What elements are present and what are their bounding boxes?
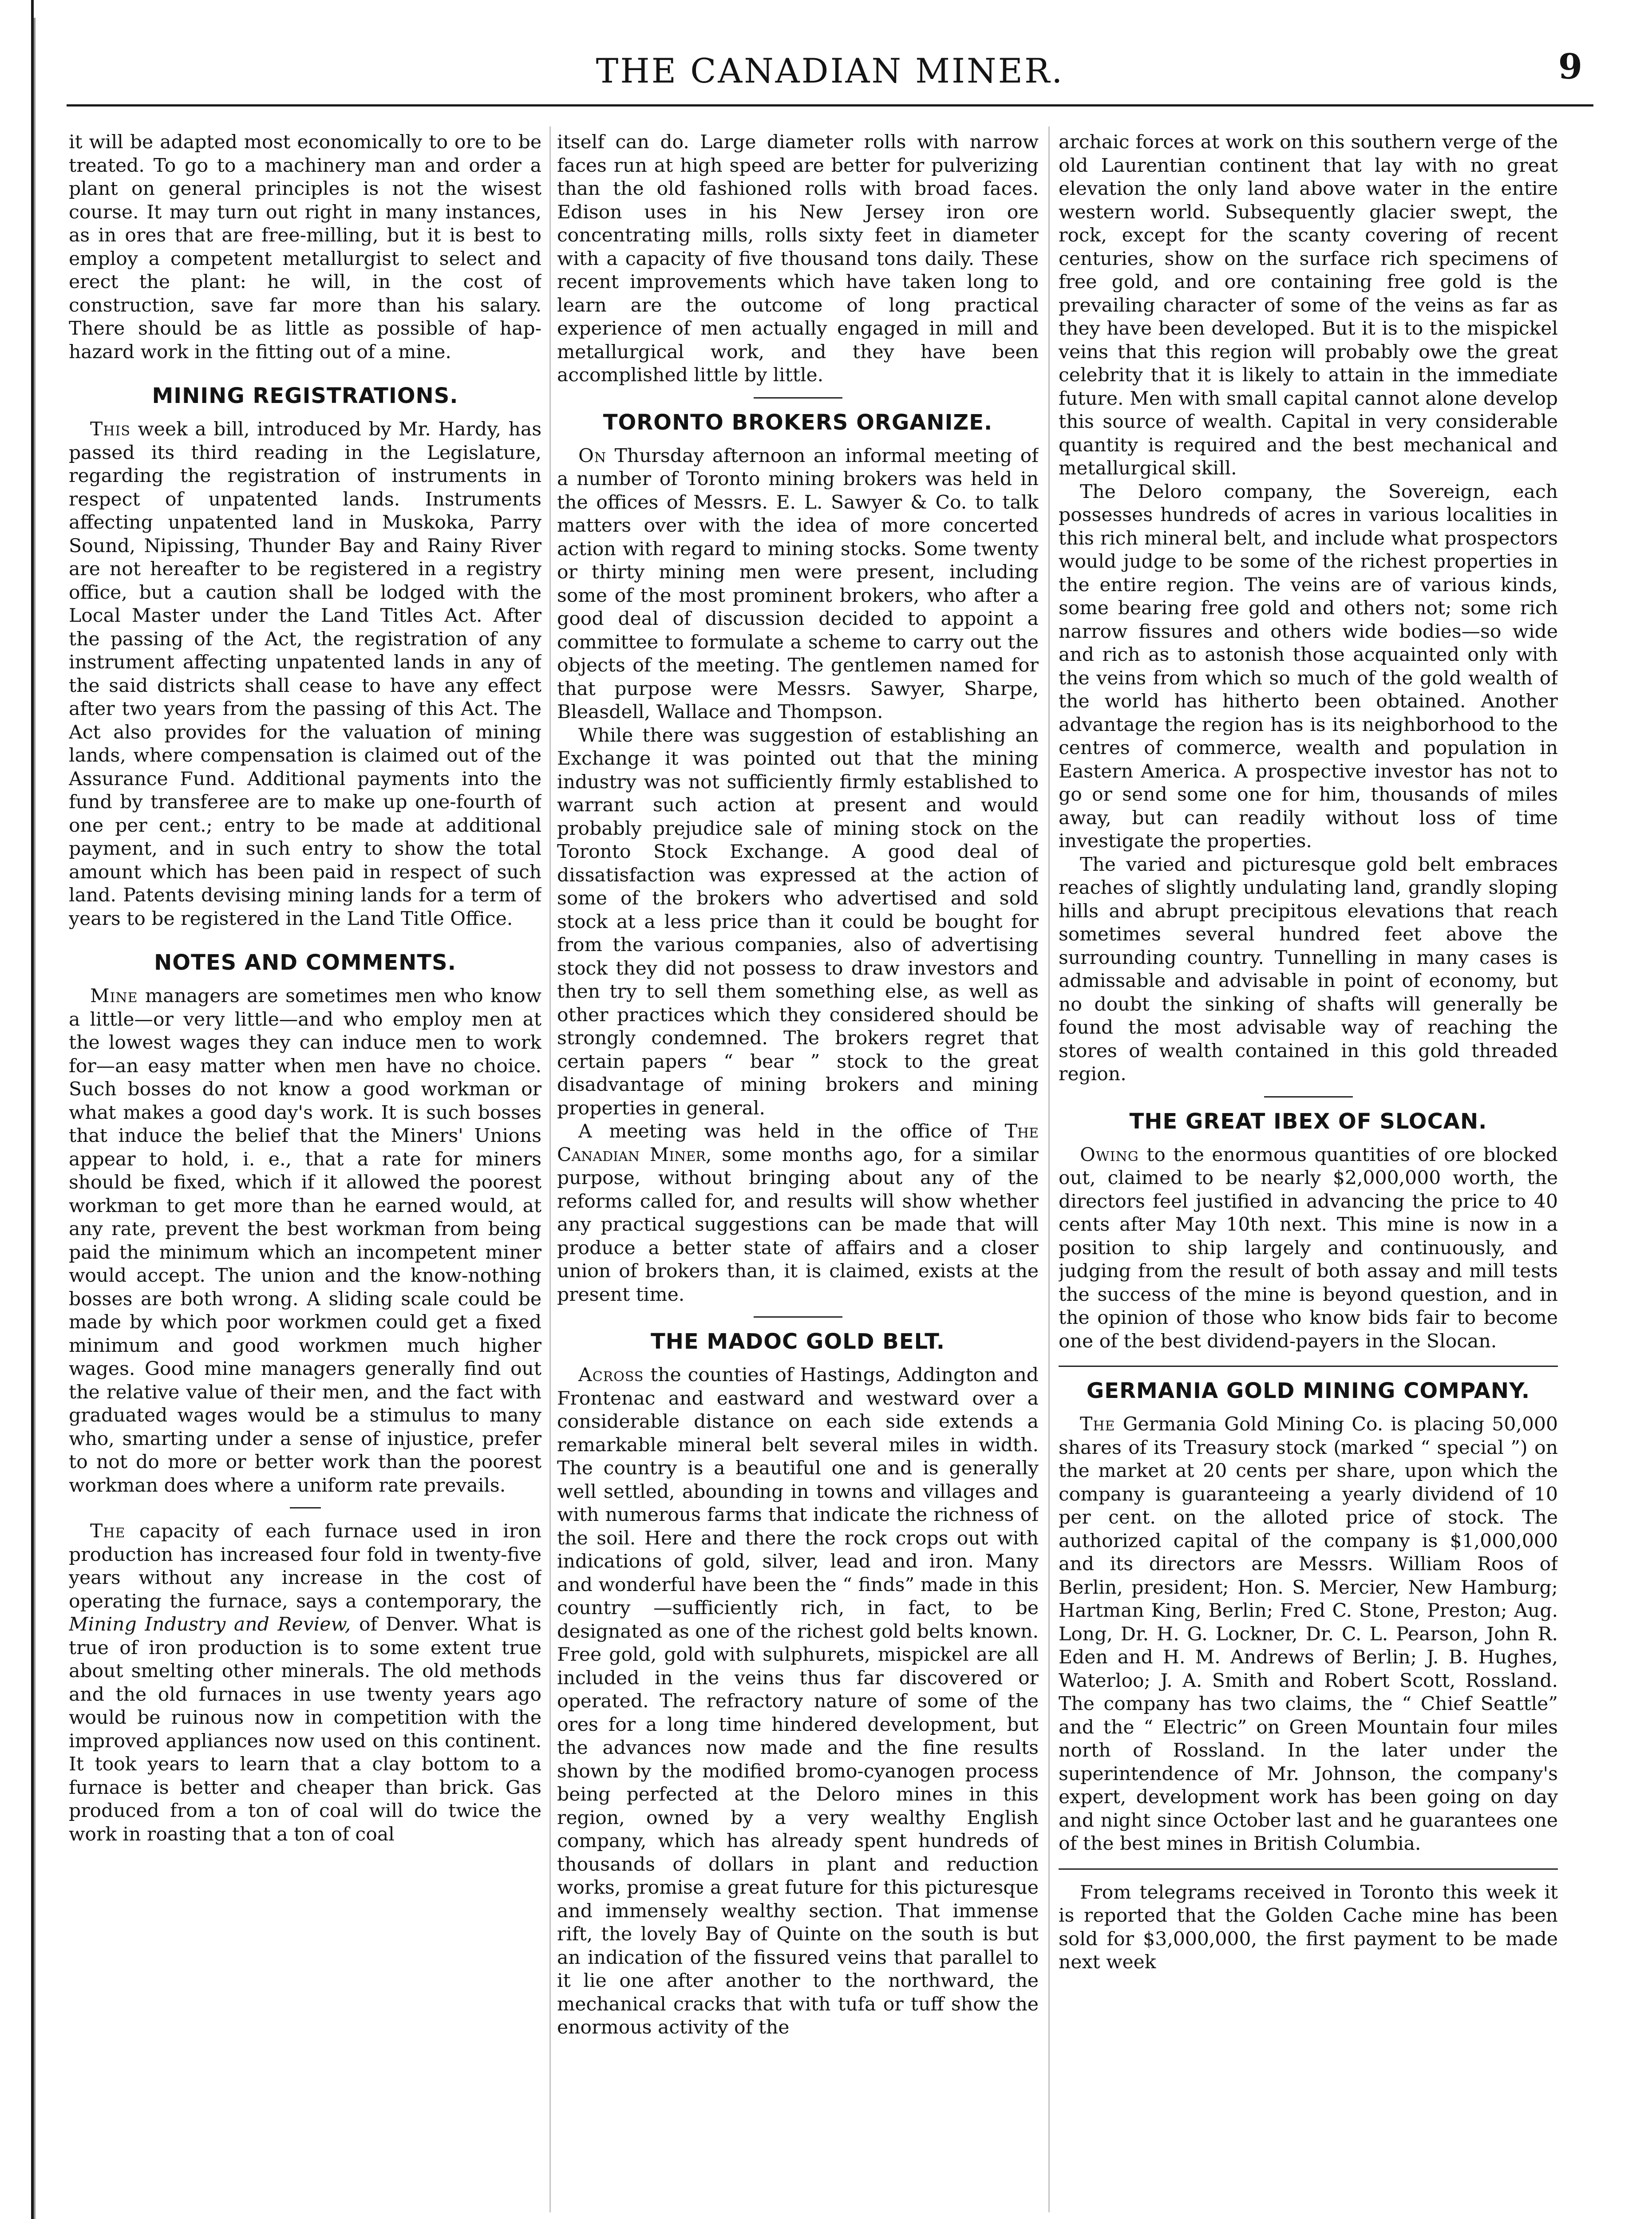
headline-toronto-brokers: TORONTO BROKERS ORGANIZE. xyxy=(603,410,993,435)
column-3 xyxy=(1059,131,1558,2219)
paragraph-text: , some months ago, for a similar purpose, without bringing about any of the reforms called for, and results will show whether any practical suggestions can be made that will produce a better state of affairs and a closer union of brokers than, it is claimed, exists at the present time. xyxy=(557,1144,1039,1306)
page-number: 9 xyxy=(1558,47,1582,87)
lead-word: The xyxy=(90,1520,126,1542)
newspaper-name: The Canadian Miner xyxy=(557,1121,1039,1166)
headline-madoc-gold-belt: THE MADOC GOLD BELT. xyxy=(651,1329,945,1354)
column-divider-1 xyxy=(549,126,551,2212)
paragraph-registrations xyxy=(69,418,541,931)
paragraph-golden-cache: From telegrams received in Toronto this week it is reported that the Golden Cache mine has been sold for $3,000,000, the first payment to be made next week xyxy=(1059,1881,1558,1973)
lead-word: On xyxy=(578,445,607,467)
paragraph-text: the counties of Hastings, Addington and Frontenac and eastward and westward over a considerable distance on each side extends a remarkable mineral belt several miles in width. The country is a beautiful one and is generally well settled, abounding in towns and villages and with numerous farms that indicate the richness of the soil. Here and there the rock crops out with indications of gold, silver, lead and iron. Many and wonderful have been the “ finds” made in this country —sufficiently rich, in fact, to be designated as one of the richest gold belts known. Free gold, gold with sulphurets, mispickel are all included in the veins thus far discovered or operated. The refractory nature of some of the ores for a long time hindered development, but the advances now made and the fine results shown by the modified bromo-cyanogen process being perfected at the Deloro mines in this region, owned by a very wealthy English company, which has already spent hundreds of thousands of dollars in plant and reduction works, promise a great future for this picturesque and immensely wealthy section. That immense rift, the lovely Bay of Quinte on the south is but an indication of the fissured veins that parallel to it lie one after another to the northward, the mechanical cracks that with tufa or tuff show the enormous activity of the xyxy=(557,1364,1039,2038)
paragraph-brokers-exchange: While there was suggestion of establishing an Exchange it was pointed out that the mining industry was not sufficiently firmly established to warrant such action at present and would probably prejudice sale of mining stock on the Toronto Stock Exchange. A good deal of dissatisfaction was expressed at the action of some of the brokers who advertised and sold stock at a less price than it could be bought for from the various companies, also of advertising stock they did not possess to draw investors and then try to sell them something else, as well as other practices which they considered should be strongly condemned. The brokers regret that certain papers “ bear ” stock to the great disadvantage of mining brokers and mining properties in general. xyxy=(557,724,1039,1119)
page-left-shadow xyxy=(34,18,36,2219)
paragraph-deloro-company: The Deloro company, the Sovereign, each possesses hundreds of acres in various localities in this rich mineral belt, and include what prospectors would judge to be some of the richest properties in the entire region. The veins are of various kinds, some bearing free gold and others not; some rich narrow fissures and others wide bodies—so wide and rich as to astonish those acquainted only with the veins from which so much of the gold wealth of the world has hitherto been obtained. Another advantage the region has is its neighborhood to the centres of commerce, wealth and population in Eastern America. A prospective investor has not to go or send some one for him, thousands of miles away, but can readily without loss of time investigate the properties. xyxy=(1059,481,1558,852)
paragraph-text: managers are sometimes men who know a little—or very little—and who employ men at the lowest wages they can induce men to work for—an easy matter when men have no choice. Such bosses do not know a good workman or what makes a good day's work. It is such bosses that induce the belief that the Miners' Unions appear to hold, i. e., that a rate for miners should be fixed, which if it allowed the poorest workman to get more than he earned would, at any rate, prevent the best workman from being paid the minimum which an incompetent miner would accept. The union and the know-nothing bosses are both wrong. A sliding scale could be made by which poor workmen could get a fixed minimum and good workmen much higher wages. Good mine managers generally find out the relative value of their men, and the fact with graduated wages would be a stimulus to many who, smarting under a sense of injustice, prefer to not do more or better work than the poorest workman does where a uniform rate prevails. xyxy=(69,985,541,1496)
paragraph-furnace-capacity xyxy=(69,1520,541,1846)
paragraph-brokers-meeting xyxy=(557,445,1039,724)
paragraph-text: to the enormous quantities of ore blocked out, claimed to be nearly $2,000,000 worth, the directors feel justified in advancing the price to 40 cents after May 10th next. This mine is now in a position to ship largely and continuously, and judging from the result of both assay and mill tests the success of the mine is beyond question, and in the opinion of those who know bids fair to become one of the best dividend-payers in the Slocan. xyxy=(1059,1144,1558,1352)
section-separator xyxy=(1059,1868,1558,1870)
lead-word: Mine xyxy=(90,985,138,1007)
paragraph-text: Germania Gold Mining Co. is placing 50,000 shares of its Treasury stock (marked “ special ”) on the market at 20 cents per share, upon which the company is guaranteeing a yearly dividend of 10 per cent. on the alloted price of stock. The authorized capital of the company is $1,000,000 and its directors are Messrs. William Roos of Berlin, president; Hon. S. Mercier, New Hamburg; Hartman King, Berlin; Fred C. Stone, Preston; Aug. Long, Dr. H. G. Lockner, Dr. C. L. Pearson, John R. Eden and H. M. Andrews of Berlin; J. B. Hughes, Waterloo; J. A. Smith and Robert Scott, Rossland. The company has two claims, the “ Chief Seattle” and the “ Electric” on Green Mountain four miles north of Rossland. In the later under the superintendence of Mr. Johnson, the company's expert, development work has been going on day and night since October last and he guarantees one of the best mines in British Columbia. xyxy=(1059,1414,1558,1855)
headline-germania: GERMANIA GOLD MINING COMPANY. xyxy=(1086,1378,1530,1403)
section-separator xyxy=(754,1316,842,1318)
lead-word: Owing xyxy=(1080,1144,1139,1166)
headline-mining-registrations: MINING REGISTRATIONS. xyxy=(152,383,458,408)
paragraph-text: of Denver. What is true of iron production is to some extent true about smelting other minerals. The old methods and the old furnaces in use twenty years ago would be ruinous now in competition with the improved appliances now used on this continent. It took years to learn that a clay bottom to a furnace is better and cheaper than brick. Gas produced from a ton of coal will do twice the work in roasting that a ton of coal xyxy=(69,1614,541,1845)
paragraph-mine-managers xyxy=(69,985,541,1497)
paragraph-ibex xyxy=(1059,1144,1558,1354)
masthead xyxy=(67,42,1593,109)
paragraph-rolls: itself can do. Large diameter rolls with narrow faces run at high speed are better for pulverizing than the old fashioned rolls with broad faces. Edison uses in his New Jersey iron ore concentrating mills, rolls sixty feet in diameter with a capacity of five thousand tons daily. These recent improvements which have taken long to learn are the outcome of long practical experience of men actually engaged in mill and metallurgical work, and they have been accomplished little by little. xyxy=(557,131,1039,386)
headline-great-ibex: THE GREAT IBEX OF SLOCAN. xyxy=(1129,1109,1487,1134)
newspaper-title: THE CANADIAN MINER. xyxy=(596,51,1064,91)
paragraph-madoc xyxy=(557,1364,1039,2040)
paragraph-text: Thursday afternoon an informal meeting of a number of Toronto mining brokers was held in the offices of Messrs. E. L. Sawyer & Co. to talk matters over with the idea of more concerted action with regard to mining stocks. Some twenty or thirty mining men were present, including some of the most prominent brokers, who after a good deal of discussion decided to appoint a committee to formulate a scheme to carry out the objects of the meeting. The gentlemen named for that purpose were Messrs. Sawyer, Sharpe, Bleasdell, Wallace and Thompson. xyxy=(557,445,1039,723)
paragraph-text: week a bill, introduced by Mr. Hardy, has passed its third reading in the Legislature, regarding the registration of instruments in respect of unpatented lands. Instruments affecting unpatented land in Muskoka, Parry Sound, Nipissing, Thunder Bay and Rainy River are not hereafter to be registered in a registry office, but a caution shall be lodged with the Local Master under the Land Titles Act. After the passing of the Act, the registration of any instrument affecting unpatented lands in any of the said districts shall cease to have any effect after two years from the passing of this Act. The Act also provides for the valuation of mining lands, where compensation is claimed out of the Assurance Fund. Additional payments into the fund by transferee are to make up one-fourth of one per cent.; entry to be made at additional payment, and in such entry to show the total amount which has been paid in respect of such land. Patents devising mining lands for a term of years to be registered in the Land Title Office. xyxy=(69,419,541,930)
paragraph-archaic-forces: archaic forces at work on this southern verge of the old Laurentian continent that lay with no great elevation the only land above water in the entire western world. Subsequently glacier swept, the rock, except for the scanty covering of recent centuries, show on the surface rich specimens of free gold, and ore containing free gold is the prevailing character of some of the veins as far as they have been developed. But it is to the mispickel veins that this region will probably owe the great celebrity that it is likely to attain in the immediate future. Men with small capital cannot alone develop this source of wealth. Capital in very considerable quantity is required and the best mechanical and metallurgical skill. xyxy=(1059,131,1558,479)
journal-title: Mining Industry and Review, xyxy=(69,1614,351,1635)
paragraph-gold-belt-terrain: The varied and picturesque gold belt embraces reaches of slightly undulating land, grandly sloping hills and abrupt precipitous elevations that reach sometimes several hundred feet above the surrounding country. Tunnelling in many cases is admissable and advisable in point of economy, but no doubt the sinking of shafts will generally be found the most advisable way of reaching the stores of wealth contained in this gold threaded region. xyxy=(1059,853,1558,1085)
masthead-rule xyxy=(67,104,1593,107)
paragraph-text: capacity of each furnace used in iron production has increased four fold in twenty-five years without any increase in the cost of operating the furnace, says a contemporary, the xyxy=(69,1520,541,1612)
column-divider-2 xyxy=(1048,126,1050,2212)
headline-notes-and-comments: NOTES AND COMMENTS. xyxy=(154,950,456,975)
paragraph-text: A meeting was held in the office of xyxy=(578,1121,1005,1142)
lead-word: Across xyxy=(578,1364,644,1386)
column-2 xyxy=(557,131,1039,2219)
paragraph-mill-plant: it will be adapted most economically to ore to be treated. To go to a machinery man and order a plant on general principles is not the wisest course. It may turn out right in many instances, as in ores that are free-milling, but it is best to employ a competent metallurgist to select and erect the plant: he will, in the cost of construction, save far more than his salary. There should be as little as possible of hap-hazard work in the fitting out of a mine. xyxy=(69,131,541,363)
column-1 xyxy=(69,131,541,2219)
paragraph-brokers-previous-meeting xyxy=(557,1120,1039,1307)
paragraph-germania xyxy=(1059,1413,1558,1856)
section-separator xyxy=(1059,1366,1558,1367)
section-separator xyxy=(1264,1096,1353,1098)
section-separator xyxy=(754,397,842,399)
lead-word: The xyxy=(1080,1414,1115,1435)
lead-word: This xyxy=(90,419,130,440)
section-separator xyxy=(290,1507,321,1508)
